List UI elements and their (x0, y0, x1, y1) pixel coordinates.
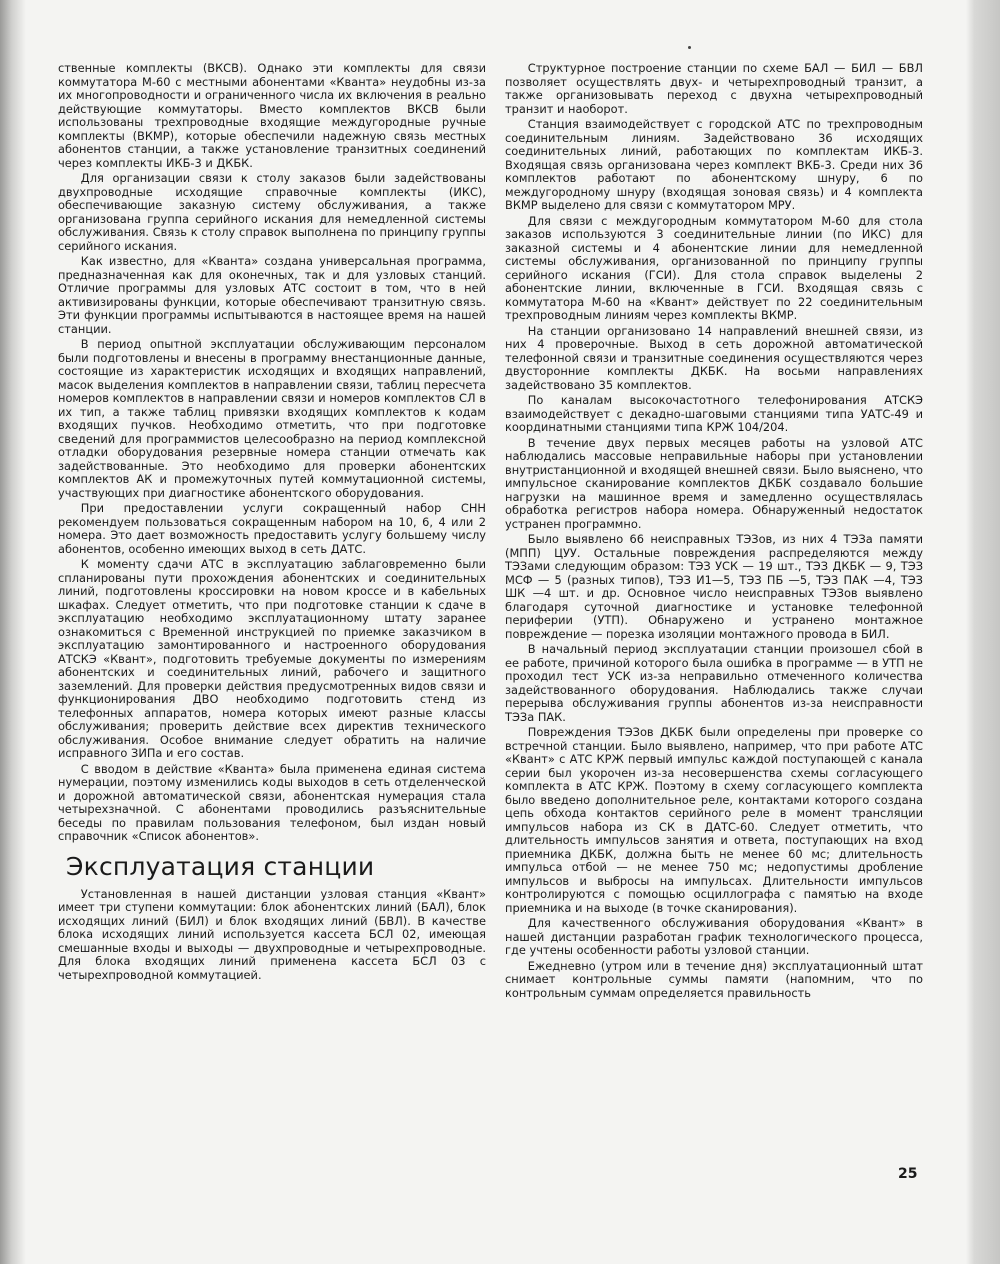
paragraph: В начальный период эксплуатации станции произошел сбой в ее работе, причиной которого была ошибка в программе — в УТП не проходил тест УСК из-за неправильно отмеченного количества задействованного оборудования. Наблюдались также случаи перерыва обслуживания группы абонентов из-за неисправности ТЭЗа ПАК. (505, 642, 923, 724)
paragraph: В период опытной эксплуатации обслуживающим персоналом были подготовлены и внесены в программу внестанционные данные, состоящие из характеристик исходящих и входящих направлений, масок выделения комплектов в направлении связи, таблиц пересчета номеров комплектов в направлении связи и номеров комплектов СЛ в их тип, а также таблиц привязки входящих комплектов к кодам входящих пучков. Необходимо отметить, что при подготовке сведений для программистов целесообразно на период комплексной отладки оборудования резервные номера станции отмечать как задействованные. Это необходимо для проверки абонентских комплектов АК и промежуточных путей коммутационной системы, участвующих при диагностике абонентского оборудования. (58, 337, 486, 500)
paragraph: Ежедневно (утром или в течение дня) эксплуатационный штат снимает контрольные суммы памяти (напомним, что по контрольным суммам определяется правильность (505, 958, 923, 1000)
paragraph: На станции организовано 14 направлений внешней связи, из них 4 проверочные. Выход в сеть дорожной автоматической телефонной связи и транзитные соединения осуществляются через двусторонние комплекты ДКБК. На восьми направлениях задействовано 35 комплектов. (505, 323, 923, 392)
paragraph: Для качественного обслуживания оборудования «Квант» в нашей дистанции разработан график технологического процесса, где учтены особенности работы узловой станции. (505, 916, 923, 957)
paragraph: С вводом в действие «Кванта» была применена единая система нумерации, поэтому изменились коды выходов в сеть отделенческой и дорожной автоматической связи, абонентская нумерация стала четырехзначной. С абонентами проводились разъяснительные беседы по правилам пользования телефоном, был издан новый справочник «Список абонентов». (58, 761, 486, 843)
scan-shadow-right (966, 0, 1000, 1264)
paragraph: Установленная в нашей дистанции узловая станция «Квант» имеет три ступени коммутации: блок абонентских линий (БАЛ), блок исходящих линий (БИЛ) и блок входящих линий (БВЛ). В качестве блока исходящих линий используется кассета БСЛ 02, имеющая смешанные входы и выходы — двухпроводные и четырехпроводные. Для блока входящих линий применена кассета БСЛ 03 с четырехпроводной коммутацией. (58, 886, 486, 982)
paragraph: Как известно, для «Кванта» создана универсальная программа, предназначенная как для оконечных, так и для узловых станций. Отличие программы для узловых АТС состоит в том, что в ней активизированы функции, которые обеспечивают транзитную связь. Эти функции программы испытываются в настоящее время на нашей станции. (58, 254, 486, 336)
paragraph: ственные комплекты (ВКСВ). Однако эти комплекты для связи коммутатора М-60 с местными абонентами «Кванта» неудобны из-за их многопроводности и ограниченного числа их включения в реально действующие коммутаторы. Вместо комплектов ВКСВ были использованы трехпроводные входящие междугородные ручные комплекты (ВКМР), которые обеспечили надежную связь местных абонентов станции, а также установление транзитных соединений через комплекты ИКБ-3 и ДКБК. (58, 61, 486, 170)
right-column (505, 62, 923, 1000)
section-heading: Эксплуатация станции (66, 851, 375, 881)
paragraph: Для связи с междугородным коммутатором М-60 для стола заказов используются 3 соединительные линии (по ИКС) для заказной системы и 4 абонентские линии для немедленной системы обслуживания, организованной по принципу группы серийного искания (ГСИ). Для стола справок выделены 2 абонентские линии, включенные в ГСИ. Входящая связь с коммутатора М-60 на «Квант» действует по 22 соединительным трехпроводным линиям через комплекты ВКМР. (505, 213, 923, 322)
paragraph: По каналам высокочастотного телефонирования АТСКЭ взаимодействует с декадно-шаговыми станциями типа УАТС-49 и координатными станциями типа КРЖ 104/204. (505, 393, 923, 434)
paragraph: Повреждения ТЭЗов ДКБК были определены при проверке со встречной станции. Было выявлено, например, что при работе АТС «Квант» с АТС КРЖ первый импульс каждой поступающей с канала серии был укорочен из-за несовершенства схемы согласующего комплекта в АТС КРЖ. Поэтому в схему согласующего комплекта было введено дополнительное реле, контактами которого создана цепь обхода контактов серийного реле в момент трансляции импульсов набора из СК в ДАТС-60. Следует отметить, что длительность импульсов занятия и ответа, поступающих на вход приемника ДКБК, должна быть не менее 60 мс; длительность импульса отбой — не менее 750 мс; недопустимы дробление импульсов и выбросы на импульсах. Длительности импульсов контролируются с помощью осциллографа с памятью на входе приемника и на выходе (в точке сканирования). (505, 725, 923, 915)
paragraph: Было выявлено 66 неисправных ТЭЗов, из них 4 ТЭЗа памяти (МПП) ЦУУ. Остальные повреждения распределяются между ТЭЗами следующим образом: ТЭЗ УСК — 19 шт., ТЭЗ ДКБК — 9, ТЭЗ МСФ — 5 (разных типов), ТЭЗ И1—5, ТЭЗ ПБ —5, ТЭЗ ПАК —4, ТЭЗ ШК —4 шт. и др. Основное число неисправных ТЭЗов выявлено благодаря суточной диагностике и установке телефонной периферии (УТП). Обнаружено и устранено монтажное повреждение — порезка изоляции монтажного провода в БИЛ. (505, 532, 923, 641)
scan-shadow-left (0, 0, 26, 1264)
paragraph: Для организации связи к столу заказов были задействованы двухпроводные исходящие справочные комплекты (ИКС), обеспечивающие заказную систему обслуживания, а также организована группа серийного искания для немедленной системы обслуживания. Связь к столу справок выполнена по принципу группы серийного искания. (58, 171, 486, 253)
paragraph: Станция взаимодействует с городской АТС по трехпроводным соединительным линиям. Задействовано 36 исходящих соединительных линий, работающих по комплектам ИКБ-3. Входящая связь организована через комплект ВКБ-3. Среди них 36 комплектов работают по абонентскому шнуру, 6 по междугородному шнуру (входящая зоновая связь) и 4 комплекта ВКМР выделено для связи с коммутатором МРУ. (505, 117, 923, 212)
paragraph: К моменту сдачи АТС в эксплуатацию заблаговременно были спланированы пути прохождения абонентских и соединительных линий, подготовлены кроссировки на новом кроссе и в кабельных шкафах. Следует отметить, что при подготовке станции к сдаче в эксплуатацию необходимо эксплуатационному штату заранее ознакомиться с Временной инструкцией по приемке заказчиком в эксплуатацию замонтированного и настроенного оборудования АТСКЭ «Квант», подготовить требуемые документы по измерениям абонентских и соединительных линий, рабочего и защитного заземлений. Для проверки действия предусмотренных видов связи и функционирования ДВО необходимо подготовить стенд из телефонных аппаратов, номера которых имеют разные классы обслуживания; проверить действие всех директив технического обслуживания. Особое внимание следует обратить на наличие исправного ЗИПа и его состав. (58, 557, 486, 760)
paragraph: Структурное построение станции по схеме БАЛ — БИЛ — БВЛ позволяет осуществлять двух- и четырехпроводный транзит, а также организовывать переход с двухна четырехпроводный транзит и наоборот. (505, 61, 923, 116)
paragraph: При предоставлении услуги сокращенный набор СНН рекомендуем пользоваться сокращенным набором на 10, 6, 4 или 2 номера. Это дает возможность предоставить услугу большему числу абонентов, особенно имеющих выход в сеть ДАТС. (58, 501, 486, 556)
page-number: 25 (898, 1166, 918, 1182)
print-speck (688, 46, 691, 49)
paragraph: В течение двух первых месяцев работы на узловой АТС наблюдались массовые неправильные наборы при установлении внутристанционной и входящей внешней связи. Было выяснено, что импульсное сканирование комплектов ДКБК создавало большие нагрузки на машинное время и замедленно осуществлялась обработка регистров набора номера. Обнаруженный недостаток устранен программно. (505, 435, 923, 531)
left-column (58, 62, 486, 982)
